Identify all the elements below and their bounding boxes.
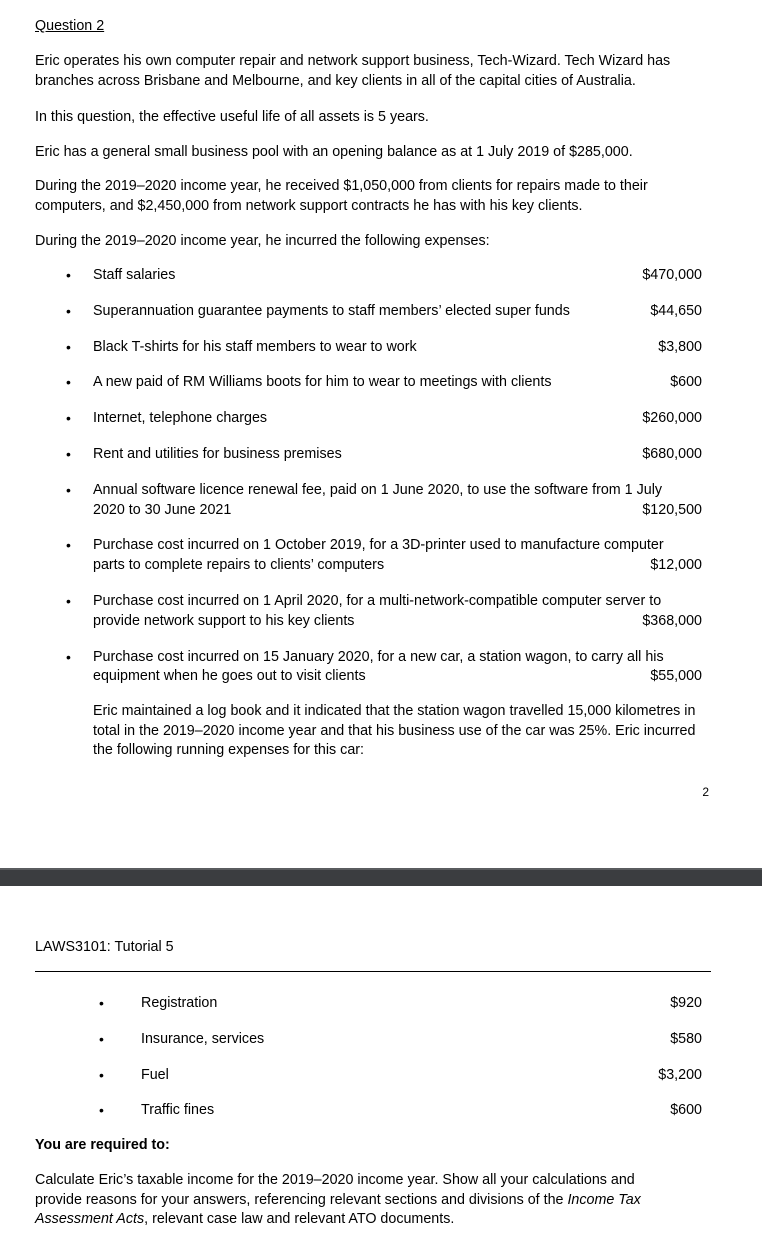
bullet: • [66,446,71,462]
useful-life-paragraph: In this question, the effective useful life of all assets is 5 years. [35,109,429,125]
car-expense-label: Insurance, services [141,1031,265,1047]
bullet: • [99,1067,104,1083]
bullet: • [99,995,104,1011]
expense-label-line2: parts to complete repairs to clients’ computers [93,557,385,573]
car-expense-amount: $580 [670,1031,702,1047]
expense-label-line1: Purchase cost incurred on 1 April 2020, for a multi-network-compatible computer server to [93,593,662,609]
expense-label: Internet, telephone charges [93,410,268,426]
car-expense-label: Fuel [141,1067,169,1083]
bullet: • [99,1031,104,1047]
bullet: • [66,649,71,665]
car-expense-amount: $920 [670,995,702,1011]
question-title: Question 2 [35,18,105,34]
expense-amount: $44,650 [650,303,702,319]
expense-label: Staff salaries [93,267,176,283]
page-number: 2 [702,785,709,799]
bullet: • [99,1102,104,1118]
bullet: • [66,374,71,390]
expenses-intro-paragraph: During the 2019–2020 income year, he incurred the following expenses: [35,233,490,249]
expense-amount: $55,000 [650,668,702,684]
car-expense-label: Traffic fines [141,1102,215,1118]
bullet: • [66,593,71,609]
bullet: • [66,339,71,355]
running-header: LAWS3101: Tutorial 5 [35,939,174,955]
car-expense-amount: $3,200 [658,1067,702,1083]
expense-label-line1: Purchase cost incurred on 1 October 2019, for a 3D-printer used to manufacture computer [93,537,664,553]
car-expense-amount: $600 [670,1102,702,1118]
page-2 [0,886,762,1240]
bullet: • [66,303,71,319]
expense-label: Superannuation guarantee payments to staff members’ elected super funds [93,303,570,319]
expense-amount: $120,500 [642,502,702,518]
task-paragraph [35,1171,685,1230]
expense-amount: $3,800 [658,339,702,355]
expense-label-line2: provide network support to his key clients [93,613,355,629]
bullet: • [66,537,71,553]
expense-label-line1: Annual software licence renewal fee, paid on 1 June 2020, to use the software from 1 July [93,482,663,498]
expense-amount: $12,000 [650,557,702,573]
header-rule [35,971,711,972]
intro-paragraph: Eric operates his own computer repair and network support business, Tech-Wizard. Tech Wizard has branches across Brisbane and Melbourne, and key clients in all of the capital cities of Australia. [35,53,671,89]
expense-amount: $368,000 [642,613,702,629]
expense-amount: $680,000 [642,446,702,462]
pool-balance-paragraph: Eric has a general small business pool with an opening balance as at 1 July 2019 of $285,000. [35,144,633,160]
bullet: • [66,482,71,498]
task-text-part1: Calculate Eric’s taxable income for the 2019–2020 income year. Show all your calculations and provide reasons for your answers, referencing relevant sections and divisions of the [35,1172,635,1208]
expense-label-line2: equipment when he goes out to visit clients [93,668,366,684]
expense-label-line2: 2020 to 30 June 2021 [93,502,232,518]
page-gap [0,868,762,888]
car-expense-label: Registration [141,995,218,1011]
expense-amount: $260,000 [642,410,702,426]
expense-amount: $470,000 [642,267,702,283]
bullet: • [66,267,71,283]
expense-amount: $600 [670,374,702,390]
task-text-italic: Income Tax Assessment Acts [35,1191,641,1227]
required-heading: You are required to: [35,1137,170,1153]
expense-label: Rent and utilities for business premises [93,446,342,462]
expense-label: A new paid of RM Williams boots for him to wear to meetings with clients [93,374,552,390]
income-paragraph: During the 2019–2020 income year, he received $1,050,000 from clients for repairs made to their computers, and $2,450,000 from network support contracts he has with his key clients. [35,178,648,214]
expense-label: Black T-shirts for his staff members to wear to work [93,339,417,355]
expense-label-line1: Purchase cost incurred on 15 January 2020, for a new car, a station wagon, to carry all his [93,649,664,665]
car-logbook-note: Eric maintained a log book and it indicated that the station wagon travelled 15,000 kilometres in total in the 2019–2020 income year and that his business use of the car was 25%. Eric incurred the following running expenses for this car: [93,703,696,758]
bullet: • [66,410,71,426]
task-text-part2: , relevant case law and relevant ATO documents. [144,1211,455,1227]
